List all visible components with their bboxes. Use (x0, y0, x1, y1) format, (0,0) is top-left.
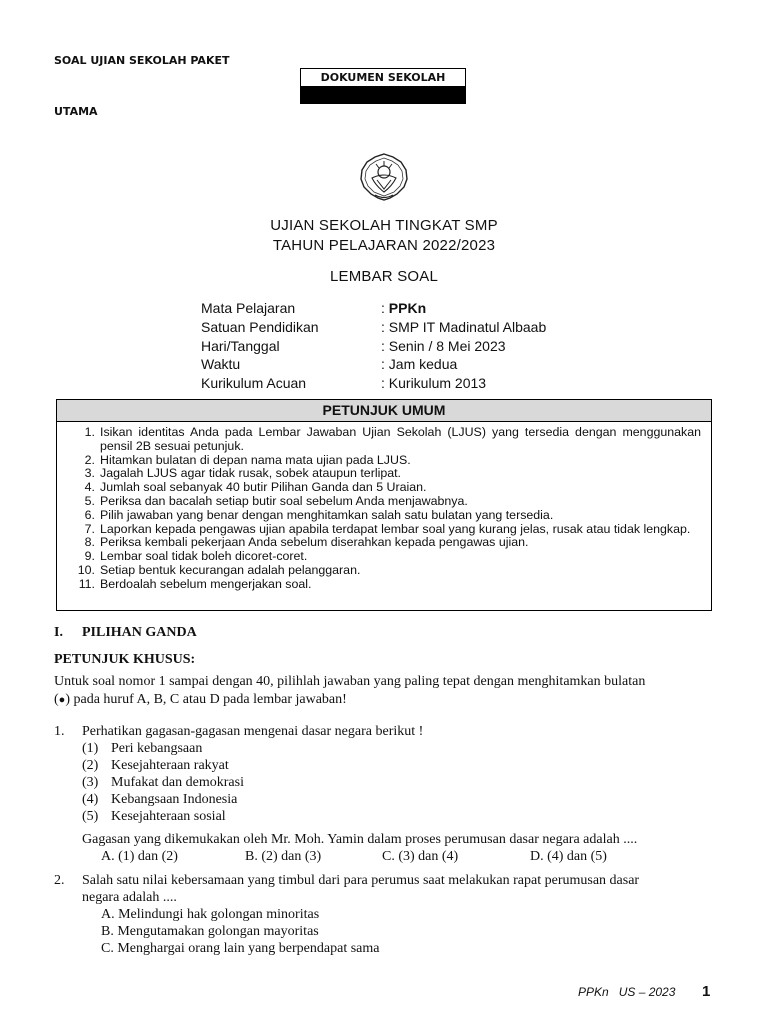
answer-option-b[interactable]: B. (2) dan (3) (245, 849, 322, 864)
info-label: Kurikulum Acuan (201, 375, 307, 391)
info-value: : Kurikulum 2013 (381, 375, 487, 391)
info-label: Waktu (201, 356, 241, 372)
general-instructions-box (56, 399, 712, 611)
info-value: : PPKn (381, 300, 427, 316)
header-paket-label: SOAL UJIAN SEKOLAH PAKET (54, 54, 230, 67)
document-stamp (300, 68, 466, 104)
question-2-options (101, 906, 379, 957)
list-item: 11. Berdoalah sebelum mengerjakan soal. (78, 576, 312, 591)
answer-option-a[interactable]: A. Melindungi hak golongan minoritas (101, 907, 320, 922)
tut-wuri-handayani-logo (357, 152, 411, 202)
list-item: 9. Lembar soal tidak boleh dicoret-coret. (84, 549, 308, 564)
list-item: 5. Periksa dan bacalah setiap butir soal sebelum Anda menjawabnya. (84, 493, 468, 508)
info-value: : Jam kedua (381, 356, 458, 372)
list-item: (5) Kesejahteraan sosial (82, 809, 226, 824)
section-heading: I. PILIHAN GANDA (54, 625, 197, 640)
question-1-number: 1. (54, 724, 65, 739)
header-utama-label: UTAMA (54, 105, 98, 118)
exam-title: UJIAN SEKOLAH TINGKAT SMP (270, 217, 498, 234)
list-item: 6. Pilih jawaban yang benar dengan menghitamkan salah satu bulatan yang tersedia. (84, 507, 554, 522)
list-item: 1. Isikan identitas Anda pada Lembar Jawaban Ujian Sekolah (LJUS) yang tersedia dengan menggunakan pensil 2B sesuai petunjuk. (84, 425, 701, 453)
specific-instructions-title: PETUNJUK KHUSUS: (54, 652, 196, 667)
list-item: 7. Laporkan kepada pengawas ujian apabila terdapat lembar soal yang kurang jelas, rusak atau tidak lengkap. (84, 521, 691, 536)
list-item: 10. Setiap bentuk kecurangan adalah pelanggaran. (77, 562, 361, 577)
answer-option-c[interactable]: C. (3) dan (4) (382, 849, 459, 864)
specific-instructions-text: Untuk soal nomor 1 sampai dengan 40, pilihlah jawaban yang paling tepat dengan menghitamkan bulatan (●) pada huruf A, B, C atau D pada lembar jawaban! (54, 674, 646, 707)
list-item: 3. Jagalah LJUS agar tidak rusak, sobek ataupun terlipat. (84, 466, 401, 481)
question-1-prompt: Gagasan yang dikemukakan oleh Mr. Moh. Yamin dalam proses perumusan dasar negara adalah .... (82, 832, 638, 847)
general-instructions-list (71, 426, 701, 592)
list-item: (2) Kesejahteraan rakyat (82, 758, 229, 773)
answer-option-c[interactable]: C. Menghargai orang lain yang berpendapat sama (101, 941, 380, 956)
list-item: (4) Kebangsaan Indonesia (82, 792, 238, 807)
filled-circle-icon: ● (58, 694, 66, 706)
sheet-title: LEMBAR SOAL (329, 268, 439, 285)
list-item: (3) Mufakat dan demokrasi (82, 775, 244, 790)
document-stamp-label: DOKUMEN SEKOLAH (301, 69, 465, 87)
question-1-statements (82, 740, 244, 825)
list-item: 8. Periksa kembali pekerjaan Anda sebelum diserahkan kepada pengawas ujian. (84, 535, 529, 550)
document-stamp-bar (301, 87, 465, 104)
footer-label: PPKn US – 2023 (578, 985, 676, 999)
info-value: : SMP IT Madinatul Albaab (381, 319, 547, 335)
academic-year: TAHUN PELAJARAN 2022/2023 (272, 237, 496, 254)
list-item: 4. Jumlah soal sebanyak 40 butir Pilihan Ganda dan 5 Uraian. (84, 480, 427, 495)
answer-option-a[interactable]: A. (1) dan (2) (101, 849, 178, 864)
info-label: Mata Pelajaran (201, 300, 296, 316)
answer-option-b[interactable]: B. Mengutamakan golongan mayoritas (101, 924, 319, 939)
general-instructions-title: PETUNJUK UMUM (57, 400, 711, 422)
question-2-stem-line2: negara adalah .... (82, 890, 177, 905)
info-label: Satuan Pendidikan (201, 319, 319, 335)
info-label: Hari/Tanggal (201, 338, 280, 354)
list-item: 2. Hitamkan bulatan di depan nama mata ujian pada LJUS. (84, 452, 411, 467)
question-2-number: 2. (54, 873, 65, 888)
list-item: (1) Peri kebangsaan (82, 741, 203, 756)
page-number: 1 (702, 983, 711, 1000)
question-2-stem-line1: Salah satu nilai kebersamaan yang timbul dari para perumus saat melakukan rapat perumusan dasar (82, 873, 640, 888)
answer-option-d[interactable]: D. (4) dan (5) (530, 849, 607, 864)
question-1-stem: Perhatikan gagasan-gagasan mengenai dasar negara berikut ! (82, 724, 424, 739)
info-value: : Senin / 8 Mei 2023 (381, 338, 506, 354)
